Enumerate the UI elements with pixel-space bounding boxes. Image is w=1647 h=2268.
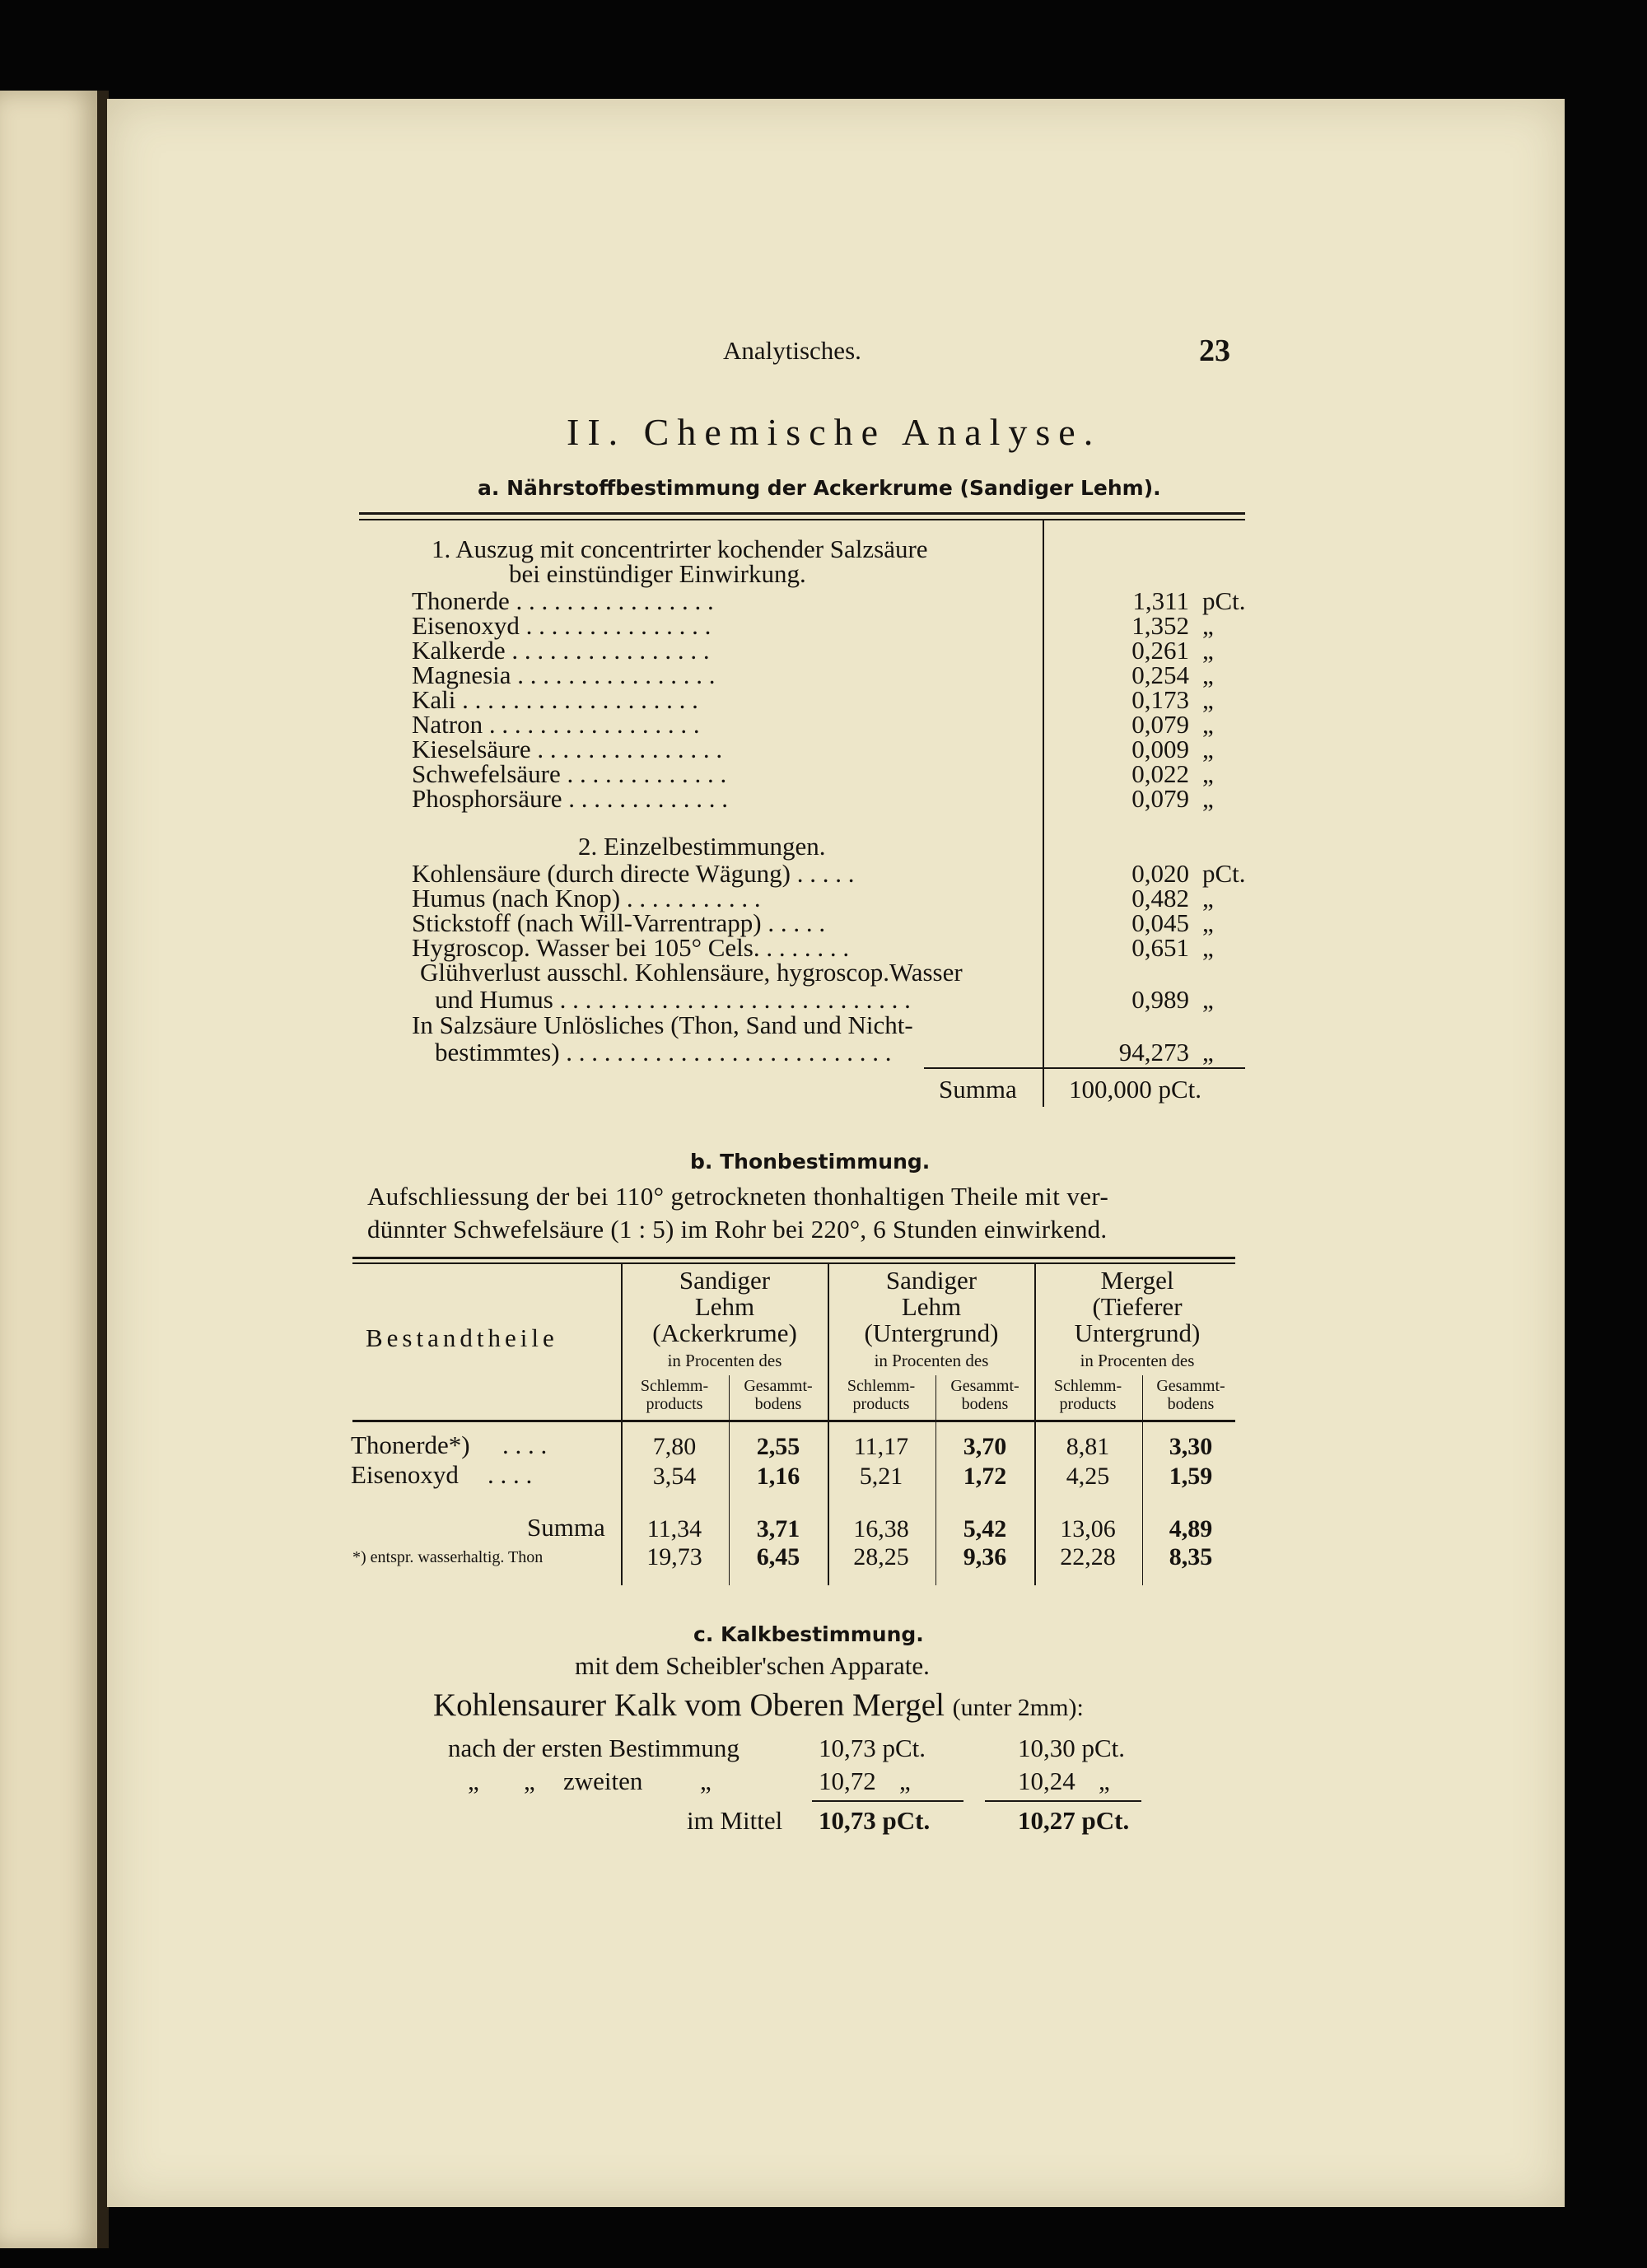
leader-dots: . . . . . . . . . . . . . . . [530, 735, 723, 763]
part-c-title-note: (unter 2mm): [952, 1694, 1084, 1721]
row-label: Schwefelsäure [412, 759, 561, 788]
row-label: Eisenoxyd [412, 611, 520, 640]
part-c-title [433, 1687, 1084, 1724]
row-label: Magnesia [412, 660, 511, 689]
table-b-cell: 8,81 [1066, 1433, 1110, 1460]
table-a-row [412, 636, 1235, 665]
table-b-cell: 19,73 [646, 1543, 702, 1570]
group-header-sub: in Procenten des [667, 1351, 782, 1370]
summa-label: Summa [939, 1075, 1017, 1104]
subcolumn-header-line: bodens [961, 1395, 1009, 1413]
leader-dots: . . . . . . . . . . . . . . . . . . . . . . . . . . . . [553, 985, 911, 1014]
table-b-cell: 2,55 [756, 1433, 800, 1460]
row-unit: „ [1202, 784, 1214, 813]
group-header-line: Untergrund) [1074, 1318, 1201, 1347]
row-label: Thonerde [412, 586, 510, 615]
table-b-cell: 5,21 [859, 1463, 903, 1490]
kalk-sum-rule-1 [812, 1800, 963, 1802]
row-unit: „ [1202, 611, 1214, 640]
table-b-cell: 3,30 [1169, 1433, 1213, 1460]
row-value: 0,254 [1131, 660, 1189, 689]
part-b-heading: b. Thonbestimmung. [690, 1150, 931, 1174]
kalk-row2-ditto1: „ [468, 1766, 479, 1795]
kalk-row2-label: zweiten [563, 1766, 643, 1795]
table-b-header-rule [352, 1420, 1235, 1422]
subcolumn-header-line: Schlemm- [847, 1377, 916, 1395]
table-b-cell: 22,28 [1060, 1543, 1116, 1570]
kalk-row2-value1-ditto: „ [899, 1766, 911, 1795]
leader-dots: . . . . . . . . . . . . . . . . [505, 636, 710, 665]
row-unit: „ [1202, 884, 1214, 912]
row-label: Stickstoff (nach Will-Varrentrapp) [412, 908, 762, 937]
row-label: Kohlensäure (durch directe Wägung) [412, 859, 791, 888]
table-b-cell: 11,34 [646, 1515, 702, 1542]
leader-dots: . . . . . . . . . . . . . . . . . [483, 710, 700, 739]
table-b-cell: 3,71 [756, 1515, 800, 1542]
section-title: II. Chemische Analyse. [567, 411, 1102, 453]
kalk-row1-value2: 10,30 pCt. [1018, 1734, 1126, 1762]
row-value: 0,020 [1131, 859, 1189, 888]
table-b-cell: 6,45 [756, 1543, 800, 1570]
group-header-sub: in Procenten des [874, 1351, 989, 1370]
row-value: 1,352 [1131, 611, 1189, 640]
row-value: 0,482 [1131, 884, 1189, 912]
row-label-wrap [412, 784, 728, 814]
row-value: 0,079 [1131, 710, 1189, 739]
gluhverlust-value: 0,989 [1131, 985, 1189, 1014]
leader-dots: . . . . . . . . . . . . . [560, 759, 727, 788]
table-b-cell: 1,59 [1169, 1463, 1213, 1490]
row-value: 0,045 [1131, 908, 1189, 937]
kalk-mean-value2: 10,27 pCt. [1018, 1806, 1130, 1835]
leader-dots: . . . . . . . . . . . . . . . . [509, 586, 714, 615]
summa-value: 100,000 pCt. [1069, 1075, 1202, 1104]
table-b-cell: 3,70 [963, 1433, 1007, 1460]
row-value: 0,079 [1131, 784, 1189, 813]
row-value: 0,022 [1131, 759, 1189, 788]
table-b-cell: 9,36 [963, 1543, 1007, 1570]
row-value: 1,311 [1132, 586, 1189, 615]
table-b-top-rule-2 [352, 1262, 1235, 1264]
row-value: 0,173 [1131, 685, 1189, 714]
table-a-row [412, 784, 1235, 813]
leader-dots: . . . . [488, 1460, 533, 1489]
kalk-mean-value1: 10,73 pCt. [819, 1806, 931, 1835]
table-a-row [412, 859, 1246, 888]
subcolumn-header-line: products [852, 1395, 910, 1413]
table-b-cell: 5,42 [963, 1515, 1007, 1542]
table-b-cell: 3,54 [652, 1463, 697, 1490]
unloesliches-label-line1: In Salzsäure Unlösliches (Thon, Sand und Nicht- [412, 1010, 913, 1039]
row-value: 0,261 [1131, 636, 1189, 665]
row-unit: „ [1202, 660, 1214, 689]
leader-dots: . . . . . . . . . . . . . . . . [511, 660, 716, 689]
table-b-row-label: *) entspr. wasserhaltig. Thon [352, 1548, 544, 1566]
page-number: 23 [1199, 334, 1230, 368]
leader-dots: . . . . . . . . . . . . . . . . . . . [455, 685, 698, 714]
part-c-subheading: mit dem Scheibler'schen Apparate. [575, 1651, 930, 1680]
table-b-cell: 7,80 [652, 1433, 697, 1460]
row-unit: „ [1202, 685, 1214, 714]
table-b-column-header: Bestandtheile [366, 1323, 558, 1352]
unloesliches-label-line2: bestimmtes) [435, 1038, 560, 1066]
subcolumn-header-line: Schlemm- [640, 1377, 709, 1395]
kalk-mean-label: im Mittel [687, 1806, 783, 1835]
table-b-cell: 4,25 [1066, 1463, 1110, 1490]
part-c-heading: c. Kalkbestimmung. [693, 1622, 924, 1646]
kalk-row2-value2: 10,24 [1018, 1766, 1075, 1795]
subcolumn-header-line: bodens [754, 1395, 802, 1413]
row-label: Humus (nach Knop) [412, 884, 621, 912]
row-unit: „ [1202, 908, 1214, 937]
table-b-row-label: Summa [527, 1513, 605, 1542]
table-a-row [412, 710, 1235, 739]
table-a-row [412, 685, 1235, 714]
subcolumn-header-line: products [1059, 1395, 1117, 1413]
subcolumn-header-line: Schlemm- [1053, 1377, 1122, 1395]
table-b-cell: 1,16 [756, 1463, 800, 1490]
unloesliches-value: 94,273 [1118, 1038, 1189, 1066]
kalk-row2-value2-ditto: „ [1099, 1766, 1110, 1795]
part-a-heading: a. Nährstoffbestimmung der Ackerkrume (Sandiger Lehm). [478, 476, 1161, 500]
table-a-row [412, 933, 1235, 962]
row-unit: „ [1202, 933, 1214, 962]
row-unit: pCt. [1202, 859, 1246, 888]
subcolumn-header-line: products [646, 1395, 703, 1413]
table-a-row [412, 884, 1235, 912]
group-header-line: (Untergrund) [864, 1318, 999, 1347]
subcolumn-header-line: Gesammt- [1156, 1377, 1225, 1395]
group-header-line: (Tieferer [1092, 1292, 1183, 1321]
kalk-row2-ditto3: „ [700, 1766, 712, 1795]
group-header-line: (Ackerkrume) [652, 1318, 797, 1347]
part-b-text-line1: Aufschliessung der bei 110° getrockneten thonhaltigen Theile mit ver- [367, 1182, 1109, 1211]
part-b-text-line2: dünnter Schwefelsäure (1 : 5) im Rohr bei 220°, 6 Stunden einwirkend. [367, 1215, 1108, 1244]
group-header-line: Lehm [694, 1292, 755, 1321]
table-b-row-label: Thonerde*) [351, 1430, 470, 1459]
leader-dots: . . . . [502, 1430, 548, 1459]
sub1-heading-line2: bei einstündiger Einwirkung. [509, 559, 806, 588]
table-a-row [412, 759, 1235, 788]
table-a-row [412, 611, 1235, 640]
table-a-top-rule [359, 512, 1245, 515]
summa-rule [924, 1067, 1245, 1069]
group-header-sub: in Procenten des [1080, 1351, 1195, 1370]
row-value: 0,009 [1131, 735, 1189, 763]
facing-page-edge [0, 91, 97, 2248]
row-unit: „ [1202, 759, 1214, 788]
table-b-cell: 8,35 [1169, 1543, 1213, 1570]
table-b-cell: 1,72 [963, 1463, 1007, 1490]
kalk-row1-value1: 10,73 pCt. [819, 1734, 926, 1762]
row-label: Kalkerde [412, 636, 506, 665]
table-a-row [412, 660, 1235, 689]
table-b-cell: 11,17 [853, 1433, 909, 1460]
table-b-cell: 28,25 [853, 1543, 909, 1570]
leader-dots: . . . . . [790, 859, 855, 888]
table-b-cell: 4,89 [1169, 1515, 1213, 1542]
table-b-cell: 13,06 [1060, 1515, 1116, 1542]
leader-dots: . . . . . [761, 908, 826, 937]
table-b-row-label: Eisenoxyd [351, 1460, 459, 1489]
row-unit: „ [1202, 710, 1214, 739]
leader-dots: . . . . . . . . . . . . . [562, 784, 729, 813]
table-a-row [412, 735, 1235, 763]
gluhverlust-label-line2: und Humus [435, 985, 553, 1014]
running-head: Analytisches. [723, 336, 861, 365]
row-label: Phosphorsäure [412, 784, 562, 813]
table-a-top-rule-2 [359, 519, 1245, 520]
table-b-cell: 16,38 [853, 1515, 909, 1542]
subcolumn-header-line: Gesammt- [744, 1377, 813, 1395]
gluhverlust-row [412, 985, 1235, 1014]
row-unit: pCt. [1202, 586, 1246, 615]
row-label: Hygroscop. Wasser bei 105° Cels. [412, 933, 760, 962]
gluhverlust-label-line1: Glühverlust ausschl. Kohlensäure, hygroscop.Wasser [420, 958, 963, 987]
group-header-line: Mergel [1100, 1266, 1174, 1295]
row-value: 0,651 [1131, 933, 1189, 962]
kalk-sum-rule-2 [985, 1800, 1141, 1802]
table-a-row [412, 908, 1235, 937]
leader-dots: . . . . . . . . . . . . . . . . . . . . . . . . . . [559, 1038, 892, 1066]
kalk-row2-value1: 10,72 [819, 1766, 876, 1795]
unloesliches-unit: „ [1202, 1038, 1214, 1066]
row-label: Kieselsäure [412, 735, 531, 763]
table-a-row [412, 586, 1246, 615]
unloesliches-row [412, 1038, 1235, 1066]
group-header-line: Sandiger [885, 1266, 977, 1295]
row-label: Kali [412, 685, 456, 714]
kalk-row1-label: nach der ersten Bestimmung [448, 1734, 740, 1762]
kalk-row2-ditto2: „ [524, 1766, 535, 1795]
row-label: Natron [412, 710, 483, 739]
gluhverlust-unit: „ [1202, 985, 1214, 1014]
row-unit: „ [1202, 735, 1214, 763]
group-header-line: Lehm [901, 1292, 962, 1321]
sub2-heading: 2. Einzelbestimmungen. [578, 832, 826, 861]
table-b-top-rule [352, 1257, 1235, 1259]
leader-dots: . . . . . . . [759, 933, 850, 962]
sub1-heading-line1: 1. Auszug mit concentrirter kochender Salzsäure [432, 534, 928, 563]
subcolumn-header-line: Gesammt- [950, 1377, 1019, 1395]
leader-dots: . . . . . . . . . . . . . . . [519, 611, 712, 640]
part-c-title-text: Kohlensaurer Kalk vom Oberen Mergel [433, 1687, 945, 1723]
group-header-line: Sandiger [679, 1266, 771, 1295]
row-unit: „ [1202, 636, 1214, 665]
leader-dots: . . . . . . . . . . . [620, 884, 761, 912]
subcolumn-header-line: bodens [1167, 1395, 1215, 1413]
